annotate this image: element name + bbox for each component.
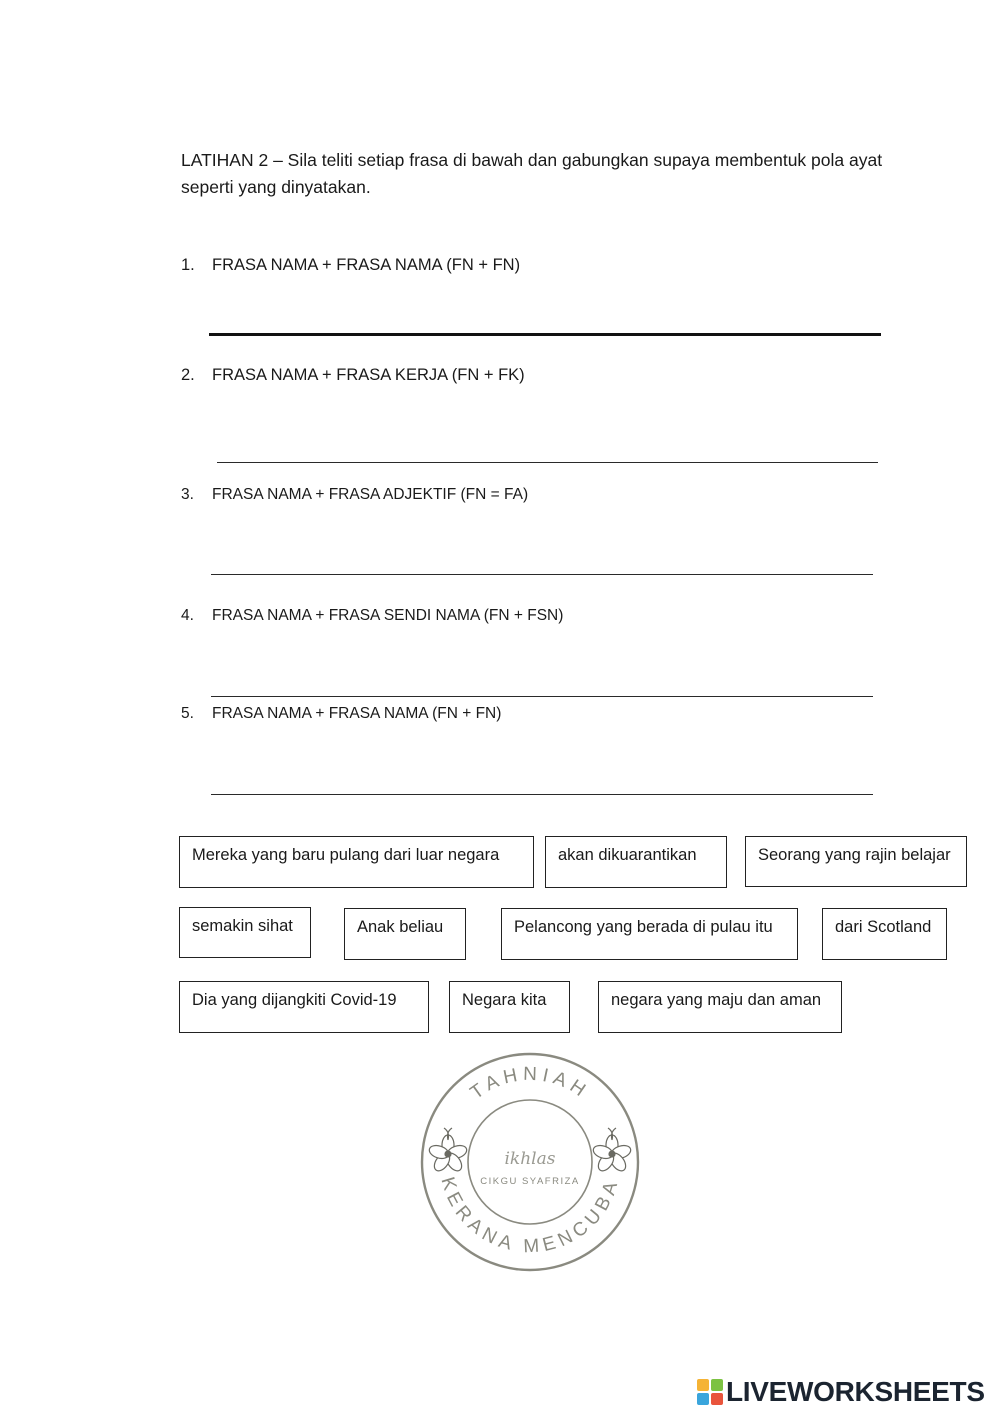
answer-line-1 xyxy=(209,333,881,336)
answer-input-1[interactable] xyxy=(209,300,885,332)
stamp-script-text: ikhlas xyxy=(504,1149,556,1169)
flower-left-icon xyxy=(428,1128,469,1174)
stamp-top-text: TAHNIAH xyxy=(466,1063,594,1104)
question-1-number: 1. xyxy=(181,256,195,274)
question-3-number: 3. xyxy=(181,486,194,503)
question-4-text: FRASA NAMA + FRASA SENDI NAMA (FN + FSN) xyxy=(212,607,564,624)
answer-input-2[interactable] xyxy=(217,427,882,459)
flower-right-icon xyxy=(592,1128,633,1174)
answer-line-3 xyxy=(211,574,873,575)
logo-block xyxy=(711,1379,723,1391)
phrase-chip-9[interactable]: Negara kita xyxy=(449,981,570,1033)
question-2 xyxy=(181,366,525,385)
question-5-number: 5. xyxy=(181,705,194,722)
phrase-chip-2[interactable]: akan dikuarantikan xyxy=(545,836,727,888)
phrase-chip-5[interactable]: Anak beliau xyxy=(344,908,466,960)
tahniah-stamp xyxy=(418,1050,642,1274)
question-1 xyxy=(181,256,520,275)
question-4 xyxy=(181,607,563,625)
phrase-chip-4[interactable]: semakin sihat xyxy=(179,907,311,958)
instructions-text: LATIHAN 2 – Sila teliti setiap frasa di bawah dan gabungkan supaya membentuk pola ayat seperti yang dinyatakan. xyxy=(181,150,883,197)
stamp-name-text: CIKGU SYAFRIZA xyxy=(480,1176,580,1187)
phrase-chip-8[interactable]: Dia yang dijangkiti Covid-19 xyxy=(179,981,429,1033)
logo-block xyxy=(697,1393,709,1405)
logo-block xyxy=(711,1393,723,1405)
question-2-text: FRASA NAMA + FRASA KERJA (FN + FK) xyxy=(212,366,525,384)
answer-input-5[interactable] xyxy=(211,759,877,791)
liveworksheets-logo xyxy=(697,1375,985,1409)
phrase-chip-1[interactable]: Mereka yang baru pulang dari luar negara xyxy=(179,836,534,888)
phrase-chip-3[interactable]: Seorang yang rajin belajar xyxy=(745,836,967,887)
question-1-text: FRASA NAMA + FRASA NAMA (FN + FN) xyxy=(212,256,521,274)
stamp-bottom-text: KERANA MENCUBA xyxy=(436,1174,624,1258)
question-3 xyxy=(181,486,528,504)
phrase-chip-7[interactable]: dari Scotland xyxy=(822,908,947,960)
question-5-text: FRASA NAMA + FRASA NAMA (FN + FN) xyxy=(212,705,502,722)
answer-input-3[interactable] xyxy=(211,539,877,571)
answer-line-5 xyxy=(211,794,873,795)
answer-line-2 xyxy=(217,462,878,463)
logo-brand-text: LIVEWORKSHEETS xyxy=(726,1376,985,1407)
question-5 xyxy=(181,705,501,723)
logo-block xyxy=(697,1379,709,1391)
question-2-number: 2. xyxy=(181,366,195,384)
phrase-chip-10[interactable]: negara yang maju dan aman xyxy=(598,981,842,1033)
answer-line-4 xyxy=(211,696,873,697)
phrase-chip-6[interactable]: Pelancong yang berada di pulau itu xyxy=(501,908,798,960)
answer-input-4[interactable] xyxy=(211,661,877,693)
question-3-text: FRASA NAMA + FRASA ADJEKTIF (FN = FA) xyxy=(212,486,529,503)
question-4-number: 4. xyxy=(181,607,194,624)
logo-blocks-icon xyxy=(697,1379,723,1405)
